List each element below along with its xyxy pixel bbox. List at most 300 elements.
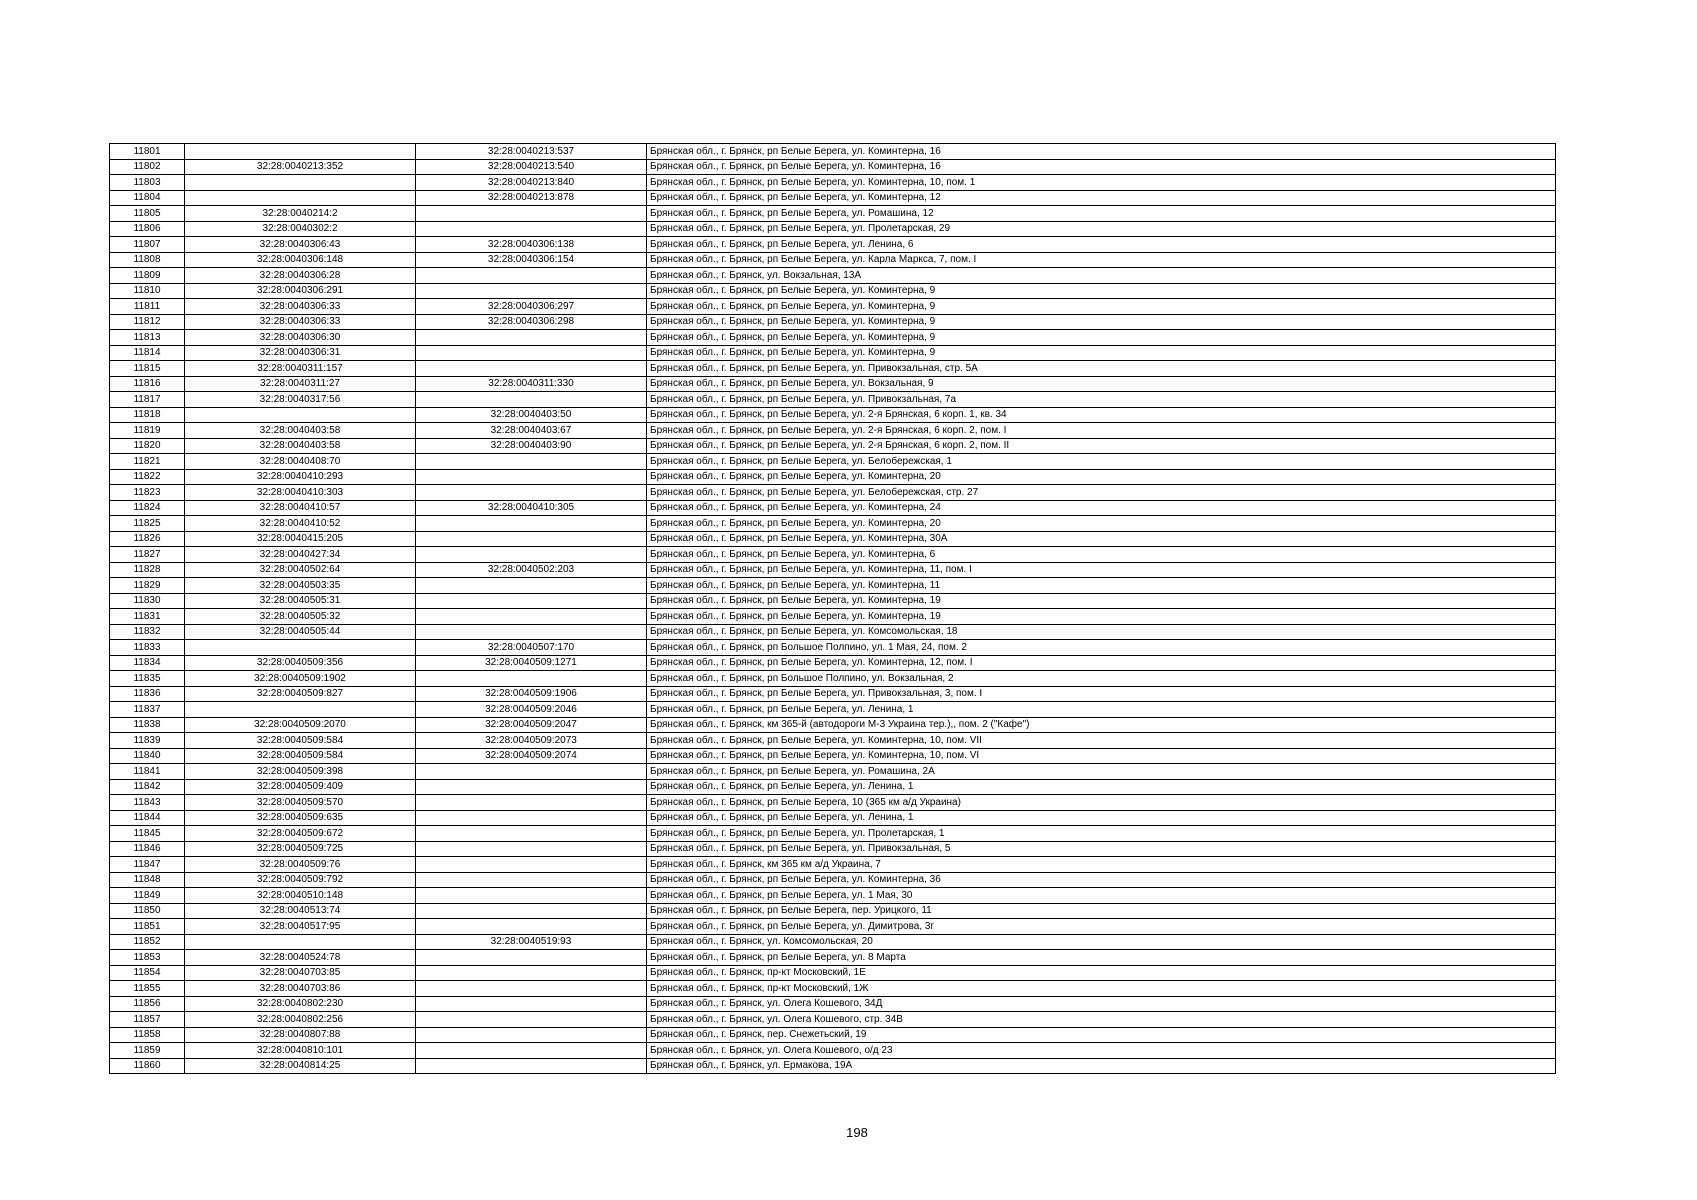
- row-number-cell: 11852: [110, 934, 185, 950]
- related-cadastral-number-cell: 32:28:0040213:537: [416, 144, 647, 160]
- cadastral-number-cell: [185, 190, 416, 206]
- table-row: [110, 283, 1556, 299]
- row-number-cell: 11806: [110, 221, 185, 237]
- row-number-cell: 11802: [110, 159, 185, 175]
- address-cell: Брянская обл., г. Брянск, рп Белые Берега, ул. Коминтерна, 16: [647, 144, 1556, 160]
- row-number-cell: 11846: [110, 841, 185, 857]
- row-number-cell: 11855: [110, 981, 185, 997]
- table-row: [110, 1027, 1556, 1043]
- row-number-cell: 11844: [110, 810, 185, 826]
- register-table-body: [110, 144, 1556, 1074]
- row-number-cell: 11824: [110, 500, 185, 516]
- row-number-cell: 11818: [110, 407, 185, 423]
- cadastral-number-cell: 32:28:0040814:25: [185, 1058, 416, 1074]
- address-cell: Брянская обл., г. Брянск, рп Белые Берега, ул. Ленина, 1: [647, 810, 1556, 826]
- address-cell: Брянская обл., г. Брянск, рп Белые Берега, ул. Ромашина, 12: [647, 206, 1556, 222]
- row-number-cell: 11860: [110, 1058, 185, 1074]
- cadastral-number-cell: [185, 640, 416, 656]
- address-cell: Брянская обл., г. Брянск, рп Белые Берега, ул. Пролетарская, 29: [647, 221, 1556, 237]
- cadastral-number-cell: 32:28:0040213:352: [185, 159, 416, 175]
- related-cadastral-number-cell: [416, 361, 647, 377]
- related-cadastral-number-cell: 32:28:0040509:2073: [416, 733, 647, 749]
- address-cell: Брянская обл., г. Брянск, ул. Олега Кошевого, о/д 23: [647, 1043, 1556, 1059]
- address-cell: Брянская обл., г. Брянск, рп Белые Берега, ул. Коминтерна, 12, пом. I: [647, 655, 1556, 671]
- cadastral-number-cell: 32:28:0040403:58: [185, 438, 416, 454]
- related-cadastral-number-cell: [416, 609, 647, 625]
- address-cell: Брянская обл., г. Брянск, рп Белые Берега, ул. 1 Мая, 30: [647, 888, 1556, 904]
- cadastral-number-cell: 32:28:0040517:95: [185, 919, 416, 935]
- row-number-cell: 11801: [110, 144, 185, 160]
- row-number-cell: 11856: [110, 996, 185, 1012]
- related-cadastral-number-cell: 32:28:0040410:305: [416, 500, 647, 516]
- row-number-cell: 11828: [110, 562, 185, 578]
- address-cell: Брянская обл., г. Брянск, рп Белые Берега, ул. Привокзальная, 5: [647, 841, 1556, 857]
- address-cell: Брянская обл., г. Брянск, рп Белые Берега, ул. Белобережская, 1: [647, 454, 1556, 470]
- related-cadastral-number-cell: 32:28:0040403:67: [416, 423, 647, 439]
- row-number-cell: 11849: [110, 888, 185, 904]
- row-number-cell: 11841: [110, 764, 185, 780]
- cadastral-number-cell: [185, 702, 416, 718]
- table-row: [110, 593, 1556, 609]
- related-cadastral-number-cell: [416, 1012, 647, 1028]
- cadastral-number-cell: 32:28:0040509:1902: [185, 671, 416, 687]
- table-row: [110, 423, 1556, 439]
- cadastral-number-cell: 32:28:0040306:291: [185, 283, 416, 299]
- cadastral-number-cell: 32:28:0040410:57: [185, 500, 416, 516]
- related-cadastral-number-cell: [416, 888, 647, 904]
- cadastral-number-cell: 32:28:0040509:827: [185, 686, 416, 702]
- related-cadastral-number-cell: [416, 221, 647, 237]
- related-cadastral-number-cell: [416, 531, 647, 547]
- table-row: [110, 330, 1556, 346]
- row-number-cell: 11836: [110, 686, 185, 702]
- cadastral-number-cell: 32:28:0040524:78: [185, 950, 416, 966]
- related-cadastral-number-cell: 32:28:0040213:540: [416, 159, 647, 175]
- related-cadastral-number-cell: [416, 919, 647, 935]
- cadastral-number-cell: 32:28:0040306:33: [185, 299, 416, 315]
- row-number-cell: 11843: [110, 795, 185, 811]
- row-number-cell: 11831: [110, 609, 185, 625]
- address-cell: Брянская обл., г. Брянск, км 365 км а/д Украина, 7: [647, 857, 1556, 873]
- related-cadastral-number-cell: 32:28:0040509:2046: [416, 702, 647, 718]
- row-number-cell: 11825: [110, 516, 185, 532]
- cadastral-number-cell: 32:28:0040509:725: [185, 841, 416, 857]
- cadastral-number-cell: 32:28:0040509:792: [185, 872, 416, 888]
- row-number-cell: 11805: [110, 206, 185, 222]
- cadastral-number-cell: [185, 175, 416, 191]
- address-cell: Брянская обл., г. Брянск, рп Белые Берега, ул. Белобережская, стр. 27: [647, 485, 1556, 501]
- table-row: [110, 237, 1556, 253]
- row-number-cell: 11853: [110, 950, 185, 966]
- row-number-cell: 11834: [110, 655, 185, 671]
- row-number-cell: 11816: [110, 376, 185, 392]
- related-cadastral-number-cell: [416, 671, 647, 687]
- address-cell: Брянская обл., г. Брянск, рп Белые Берега, ул. 2-я Брянская, 6 корп. 2, пом. II: [647, 438, 1556, 454]
- page-number: 198: [846, 1125, 868, 1140]
- related-cadastral-number-cell: 32:28:0040509:1271: [416, 655, 647, 671]
- related-cadastral-number-cell: 32:28:0040509:2047: [416, 717, 647, 733]
- cadastral-number-cell: 32:28:0040509:398: [185, 764, 416, 780]
- address-cell: Брянская обл., г. Брянск, рп Белые Берега, ул. Ромашина, 2А: [647, 764, 1556, 780]
- row-number-cell: 11847: [110, 857, 185, 873]
- row-number-cell: 11808: [110, 252, 185, 268]
- cadastral-number-cell: 32:28:0040311:157: [185, 361, 416, 377]
- table-row: [110, 516, 1556, 532]
- address-cell: Брянская обл., г. Брянск, рп Белые Берега, ул. Комсомольская, 18: [647, 624, 1556, 640]
- address-cell: Брянская обл., г. Брянск, рп Белые Берега, ул. 2-я Брянская, 6 корп. 1, кв. 34: [647, 407, 1556, 423]
- table-row: [110, 500, 1556, 516]
- row-number-cell: 11819: [110, 423, 185, 439]
- address-cell: Брянская обл., г. Брянск, рп Белые Берега, ул. 8 Марта: [647, 950, 1556, 966]
- row-number-cell: 11850: [110, 903, 185, 919]
- table-row: [110, 361, 1556, 377]
- cadastral-number-cell: 32:28:0040311:27: [185, 376, 416, 392]
- cadastral-number-cell: 32:28:0040306:43: [185, 237, 416, 253]
- address-cell: Брянская обл., г. Брянск, ул. Олега Кошевого, стр. 34В: [647, 1012, 1556, 1028]
- table-row: [110, 547, 1556, 563]
- row-number-cell: 11822: [110, 469, 185, 485]
- related-cadastral-number-cell: [416, 345, 647, 361]
- table-row: [110, 469, 1556, 485]
- address-cell: Брянская обл., г. Брянск, рп Белые Берега, ул. Коминтерна, 19: [647, 609, 1556, 625]
- cadastral-number-cell: 32:28:0040410:293: [185, 469, 416, 485]
- address-cell: Брянская обл., г. Брянск, рп Белые Берега, ул. Коминтерна, 11, пом. I: [647, 562, 1556, 578]
- table-row: [110, 686, 1556, 702]
- address-cell: Брянская обл., г. Брянск, ул. Ермакова, 19А: [647, 1058, 1556, 1074]
- cadastral-number-cell: 32:28:0040505:32: [185, 609, 416, 625]
- row-number-cell: 11823: [110, 485, 185, 501]
- row-number-cell: 11837: [110, 702, 185, 718]
- row-number-cell: 11826: [110, 531, 185, 547]
- related-cadastral-number-cell: 32:28:0040502:203: [416, 562, 647, 578]
- address-cell: Брянская обл., г. Брянск, км 365-й (автодороги М-3 Украина тер.),, пом. 2 ("Кафе"): [647, 717, 1556, 733]
- table-row: [110, 299, 1556, 315]
- table-row: [110, 795, 1556, 811]
- table-row: [110, 531, 1556, 547]
- address-cell: Брянская обл., г. Брянск, пр-кт Московский, 1Ж: [647, 981, 1556, 997]
- row-number-cell: 11845: [110, 826, 185, 842]
- related-cadastral-number-cell: [416, 454, 647, 470]
- address-cell: Брянская обл., г. Брянск, рп Белые Берега, ул. Коминтерна, 20: [647, 469, 1556, 485]
- address-cell: Брянская обл., г. Брянск, рп Белые Берега, ул. Коминтерна, 36: [647, 872, 1556, 888]
- table-row: [110, 190, 1556, 206]
- related-cadastral-number-cell: 32:28:0040306:154: [416, 252, 647, 268]
- cadastral-number-cell: 32:28:0040306:148: [185, 252, 416, 268]
- related-cadastral-number-cell: 32:28:0040213:878: [416, 190, 647, 206]
- related-cadastral-number-cell: [416, 1027, 647, 1043]
- address-cell: Брянская обл., г. Брянск, рп Белые Берега, ул. Ленина, 6: [647, 237, 1556, 253]
- address-cell: Брянская обл., г. Брянск, пер. Снежетьский, 19: [647, 1027, 1556, 1043]
- table-row: [110, 826, 1556, 842]
- row-number-cell: 11807: [110, 237, 185, 253]
- table-row: [110, 965, 1556, 981]
- related-cadastral-number-cell: [416, 469, 647, 485]
- address-cell: Брянская обл., г. Брянск, рп Белые Берега, ул. 2-я Брянская, 6 корп. 2, пом. I: [647, 423, 1556, 439]
- related-cadastral-number-cell: [416, 795, 647, 811]
- address-cell: Брянская обл., г. Брянск, рп Белые Берега, ул. Коминтерна, 6: [647, 547, 1556, 563]
- cadastral-number-cell: 32:28:0040509:76: [185, 857, 416, 873]
- related-cadastral-number-cell: 32:28:0040403:50: [416, 407, 647, 423]
- row-number-cell: 11859: [110, 1043, 185, 1059]
- table-row: [110, 779, 1556, 795]
- row-number-cell: 11810: [110, 283, 185, 299]
- cadastral-number-cell: 32:28:0040703:86: [185, 981, 416, 997]
- cadastral-number-cell: 32:28:0040306:31: [185, 345, 416, 361]
- address-cell: Брянская обл., г. Брянск, ул. Олега Кошевого, 34Д: [647, 996, 1556, 1012]
- table-row: [110, 268, 1556, 284]
- related-cadastral-number-cell: [416, 1043, 647, 1059]
- row-number-cell: 11851: [110, 919, 185, 935]
- related-cadastral-number-cell: [416, 810, 647, 826]
- cadastral-number-cell: 32:28:0040513:74: [185, 903, 416, 919]
- table-row: [110, 438, 1556, 454]
- related-cadastral-number-cell: 32:28:0040519:93: [416, 934, 647, 950]
- related-cadastral-number-cell: [416, 1058, 647, 1074]
- table-row: [110, 717, 1556, 733]
- related-cadastral-number-cell: [416, 624, 647, 640]
- cadastral-number-cell: 32:28:0040415:205: [185, 531, 416, 547]
- table-row: [110, 221, 1556, 237]
- row-number-cell: 11821: [110, 454, 185, 470]
- row-number-cell: 11854: [110, 965, 185, 981]
- cadastral-number-cell: 32:28:0040807:88: [185, 1027, 416, 1043]
- table-row: [110, 702, 1556, 718]
- table-row: [110, 407, 1556, 423]
- cadastral-number-cell: 32:28:0040509:584: [185, 748, 416, 764]
- cadastral-number-cell: 32:28:0040505:44: [185, 624, 416, 640]
- related-cadastral-number-cell: 32:28:0040509:1906: [416, 686, 647, 702]
- row-number-cell: 11838: [110, 717, 185, 733]
- address-cell: Брянская обл., г. Брянск, рп Белые Берега, ул. Привокзальная, стр. 5А: [647, 361, 1556, 377]
- related-cadastral-number-cell: 32:28:0040311:330: [416, 376, 647, 392]
- address-cell: Брянская обл., г. Брянск, рп Белые Берега, пер. Урицкого, 11: [647, 903, 1556, 919]
- table-row: [110, 996, 1556, 1012]
- table-row: [110, 950, 1556, 966]
- address-cell: Брянская обл., г. Брянск, рп Белые Берега, ул. Коминтерна, 10, пом. VII: [647, 733, 1556, 749]
- related-cadastral-number-cell: [416, 872, 647, 888]
- address-cell: Брянская обл., г. Брянск, рп Белые Берега, ул. Коминтерна, 30А: [647, 531, 1556, 547]
- cadastral-number-cell: 32:28:0040214:2: [185, 206, 416, 222]
- related-cadastral-number-cell: [416, 578, 647, 594]
- row-number-cell: 11839: [110, 733, 185, 749]
- cadastral-number-cell: 32:28:0040703:85: [185, 965, 416, 981]
- table-row: [110, 919, 1556, 935]
- row-number-cell: 11815: [110, 361, 185, 377]
- address-cell: Брянская обл., г. Брянск, рп Белые Берега, ул. Коминтерна, 24: [647, 500, 1556, 516]
- row-number-cell: 11848: [110, 872, 185, 888]
- address-cell: Брянская обл., г. Брянск, рп Белые Берега, ул. Коминтерна, 12: [647, 190, 1556, 206]
- cadastral-number-cell: 32:28:0040306:30: [185, 330, 416, 346]
- table-row: [110, 872, 1556, 888]
- cadastral-number-cell: 32:28:0040505:31: [185, 593, 416, 609]
- row-number-cell: 11829: [110, 578, 185, 594]
- table-row: [110, 733, 1556, 749]
- related-cadastral-number-cell: [416, 206, 647, 222]
- cadastral-number-cell: 32:28:0040410:303: [185, 485, 416, 501]
- related-cadastral-number-cell: [416, 268, 647, 284]
- table-row: [110, 485, 1556, 501]
- row-number-cell: 11835: [110, 671, 185, 687]
- table-row: [110, 252, 1556, 268]
- table-row: [110, 578, 1556, 594]
- related-cadastral-number-cell: [416, 485, 647, 501]
- row-number-cell: 11813: [110, 330, 185, 346]
- address-cell: Брянская обл., г. Брянск, рп Белые Берега, 10 (365 км а/д Украина): [647, 795, 1556, 811]
- table-row: [110, 1043, 1556, 1059]
- related-cadastral-number-cell: [416, 779, 647, 795]
- row-number-cell: 11858: [110, 1027, 185, 1043]
- related-cadastral-number-cell: 32:28:0040507:170: [416, 640, 647, 656]
- address-cell: Брянская обл., г. Брянск, ул. Вокзальная, 13А: [647, 268, 1556, 284]
- related-cadastral-number-cell: [416, 950, 647, 966]
- table-row: [110, 981, 1556, 997]
- row-number-cell: 11820: [110, 438, 185, 454]
- related-cadastral-number-cell: [416, 841, 647, 857]
- row-number-cell: 11840: [110, 748, 185, 764]
- cadastral-number-cell: [185, 934, 416, 950]
- related-cadastral-number-cell: 32:28:0040509:2074: [416, 748, 647, 764]
- cadastral-number-cell: 32:28:0040509:2070: [185, 717, 416, 733]
- cadastral-number-cell: 32:28:0040810:101: [185, 1043, 416, 1059]
- row-number-cell: 11827: [110, 547, 185, 563]
- related-cadastral-number-cell: [416, 981, 647, 997]
- address-cell: Брянская обл., г. Брянск, рп Белые Берега, ул. Привокзальная, 3, пом. I: [647, 686, 1556, 702]
- row-number-cell: 11830: [110, 593, 185, 609]
- address-cell: Брянская обл., г. Брянск, рп Белые Берега, ул. Коминтерна, 10, пом. 1: [647, 175, 1556, 191]
- related-cadastral-number-cell: [416, 392, 647, 408]
- table-row: [110, 159, 1556, 175]
- register-table: [109, 143, 1556, 1074]
- cadastral-number-cell: 32:28:0040509:409: [185, 779, 416, 795]
- cadastral-number-cell: [185, 144, 416, 160]
- table-row: [110, 655, 1556, 671]
- table-row: [110, 175, 1556, 191]
- address-cell: Брянская обл., г. Брянск, рп Белые Берега, ул. Коминтерна, 20: [647, 516, 1556, 532]
- table-row: [110, 376, 1556, 392]
- related-cadastral-number-cell: [416, 826, 647, 842]
- cadastral-number-cell: 32:28:0040502:64: [185, 562, 416, 578]
- row-number-cell: 11811: [110, 299, 185, 315]
- cadastral-number-cell: 32:28:0040509:635: [185, 810, 416, 826]
- table-row: [110, 640, 1556, 656]
- address-cell: Брянская обл., г. Брянск, рп Белые Берега, ул. Коминтерна, 9: [647, 299, 1556, 315]
- address-cell: Брянская обл., г. Брянск, пр-кт Московский, 1Е: [647, 965, 1556, 981]
- row-number-cell: 11857: [110, 1012, 185, 1028]
- table-row: [110, 857, 1556, 873]
- cadastral-number-cell: 32:28:0040410:52: [185, 516, 416, 532]
- cadastral-number-cell: 32:28:0040302:2: [185, 221, 416, 237]
- table-row: [110, 562, 1556, 578]
- address-cell: Брянская обл., г. Брянск, рп Белые Берега, ул. Коминтерна, 16: [647, 159, 1556, 175]
- row-number-cell: 11804: [110, 190, 185, 206]
- cadastral-number-cell: 32:28:0040503:35: [185, 578, 416, 594]
- address-cell: Брянская обл., г. Брянск, рп Белые Берега, ул. Вокзальная, 9: [647, 376, 1556, 392]
- related-cadastral-number-cell: [416, 857, 647, 873]
- table-row: [110, 934, 1556, 950]
- address-cell: Брянская обл., г. Брянск, ул. Комсомольская, 20: [647, 934, 1556, 950]
- table-row: [110, 454, 1556, 470]
- cadastral-number-cell: 32:28:0040317:56: [185, 392, 416, 408]
- row-number-cell: 11803: [110, 175, 185, 191]
- address-cell: Брянская обл., г. Брянск, рп Белые Берега, ул. Коминтерна, 9: [647, 345, 1556, 361]
- cadastral-number-cell: [185, 407, 416, 423]
- table-row: [110, 314, 1556, 330]
- address-cell: Брянская обл., г. Брянск, рп Белые Берега, ул. Коминтерна, 9: [647, 283, 1556, 299]
- address-cell: Брянская обл., г. Брянск, рп Белые Берега, ул. Коминтерна, 10, пом. VI: [647, 748, 1556, 764]
- related-cadastral-number-cell: [416, 903, 647, 919]
- cadastral-number-cell: 32:28:0040802:230: [185, 996, 416, 1012]
- related-cadastral-number-cell: [416, 516, 647, 532]
- related-cadastral-number-cell: 32:28:0040306:138: [416, 237, 647, 253]
- address-cell: Брянская обл., г. Брянск, рп Белые Берега, ул. Коминтерна, 11: [647, 578, 1556, 594]
- cadastral-number-cell: 32:28:0040509:356: [185, 655, 416, 671]
- related-cadastral-number-cell: 32:28:0040403:90: [416, 438, 647, 454]
- table-row: [110, 345, 1556, 361]
- related-cadastral-number-cell: [416, 547, 647, 563]
- cadastral-number-cell: 32:28:0040306:33: [185, 314, 416, 330]
- address-cell: Брянская обл., г. Брянск, рп Белые Берега, ул. Коминтерна, 19: [647, 593, 1556, 609]
- table-row: [110, 392, 1556, 408]
- table-row: [110, 888, 1556, 904]
- address-cell: Брянская обл., г. Брянск, рп Большое Полпино, ул. Вокзальная, 2: [647, 671, 1556, 687]
- address-cell: Брянская обл., г. Брянск, рп Белые Берега, ул. Коминтерна, 9: [647, 314, 1556, 330]
- cadastral-number-cell: 32:28:0040509:584: [185, 733, 416, 749]
- address-cell: Брянская обл., г. Брянск, рп Белые Берега, ул. Пролетарская, 1: [647, 826, 1556, 842]
- address-cell: Брянская обл., г. Брянск, рп Белые Берега, ул. Ленина, 1: [647, 779, 1556, 795]
- row-number-cell: 11814: [110, 345, 185, 361]
- address-cell: Брянская обл., г. Брянск, рп Белые Берега, ул. Привокзальная, 7а: [647, 392, 1556, 408]
- cadastral-number-cell: 32:28:0040403:58: [185, 423, 416, 439]
- address-cell: Брянская обл., г. Брянск, рп Большое Полпино, ул. 1 Мая, 24, пом. 2: [647, 640, 1556, 656]
- address-cell: Брянская обл., г. Брянск, рп Белые Берега, ул. Ленина, 1: [647, 702, 1556, 718]
- table-row: [110, 748, 1556, 764]
- related-cadastral-number-cell: [416, 764, 647, 780]
- table-row: [110, 624, 1556, 640]
- address-cell: Брянская обл., г. Брянск, рп Белые Берега, ул. Димитрова, 3г: [647, 919, 1556, 935]
- related-cadastral-number-cell: [416, 283, 647, 299]
- cadastral-number-cell: 32:28:0040802:256: [185, 1012, 416, 1028]
- row-number-cell: 11812: [110, 314, 185, 330]
- table-row: [110, 903, 1556, 919]
- cadastral-number-cell: 32:28:0040510:148: [185, 888, 416, 904]
- row-number-cell: 11832: [110, 624, 185, 640]
- related-cadastral-number-cell: 32:28:0040306:297: [416, 299, 647, 315]
- row-number-cell: 11833: [110, 640, 185, 656]
- table-row: [110, 609, 1556, 625]
- address-cell: Брянская обл., г. Брянск, рп Белые Берега, ул. Карла Маркса, 7, пом. I: [647, 252, 1556, 268]
- row-number-cell: 11817: [110, 392, 185, 408]
- cadastral-number-cell: 32:28:0040306:28: [185, 268, 416, 284]
- table-row: [110, 764, 1556, 780]
- related-cadastral-number-cell: 32:28:0040213:840: [416, 175, 647, 191]
- address-cell: Брянская обл., г. Брянск, рп Белые Берега, ул. Коминтерна, 9: [647, 330, 1556, 346]
- table-row: [110, 206, 1556, 222]
- related-cadastral-number-cell: [416, 593, 647, 609]
- related-cadastral-number-cell: [416, 996, 647, 1012]
- related-cadastral-number-cell: [416, 330, 647, 346]
- related-cadastral-number-cell: [416, 965, 647, 981]
- table-row: [110, 1012, 1556, 1028]
- table-row: [110, 144, 1556, 160]
- table-row: [110, 810, 1556, 826]
- table-row: [110, 1058, 1556, 1074]
- cadastral-number-cell: 32:28:0040509:672: [185, 826, 416, 842]
- cadastral-number-cell: 32:28:0040509:570: [185, 795, 416, 811]
- row-number-cell: 11809: [110, 268, 185, 284]
- related-cadastral-number-cell: 32:28:0040306:298: [416, 314, 647, 330]
- table-row: [110, 841, 1556, 857]
- cadastral-number-cell: 32:28:0040427:34: [185, 547, 416, 563]
